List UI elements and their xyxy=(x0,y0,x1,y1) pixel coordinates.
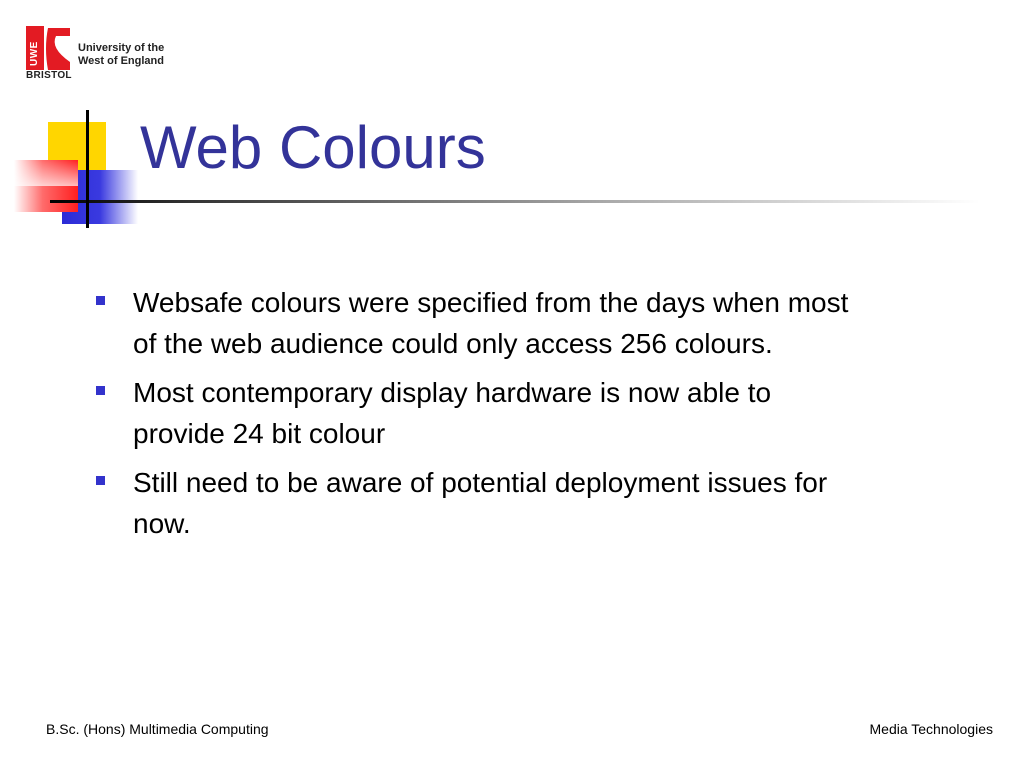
logo-name-line2: West of England xyxy=(78,55,164,67)
logo-uwe-text: UWE xyxy=(29,41,40,66)
bullet-text: Still need to be aware of potential deployment issues for now. xyxy=(133,467,828,539)
bullet-item xyxy=(94,462,854,544)
square-bullet-icon xyxy=(96,296,105,305)
bullet-item xyxy=(94,282,854,364)
horizontal-rule xyxy=(50,200,980,203)
slide-title: Web Colours xyxy=(140,114,486,181)
vertical-rule xyxy=(86,110,89,228)
logo-university-name xyxy=(78,42,188,68)
bullet-list xyxy=(94,282,854,552)
bullet-text: Websafe colours were specified from the days when most of the web audience could only access 256 colours. xyxy=(133,287,849,359)
square-bullet-icon xyxy=(96,386,105,395)
bullet-item xyxy=(94,372,854,454)
logo-name-line1: University of the xyxy=(78,42,165,54)
university-logo xyxy=(26,26,176,82)
footer-course: B.Sc. (Hons) Multimedia Computing xyxy=(46,721,269,737)
square-bullet-icon xyxy=(96,476,105,485)
logo-bristol-text: BRISTOL xyxy=(26,70,72,81)
bullet-text: Most contemporary display hardware is now able to provide 24 bit colour xyxy=(133,377,772,449)
footer-module: Media Technologies xyxy=(869,721,993,737)
